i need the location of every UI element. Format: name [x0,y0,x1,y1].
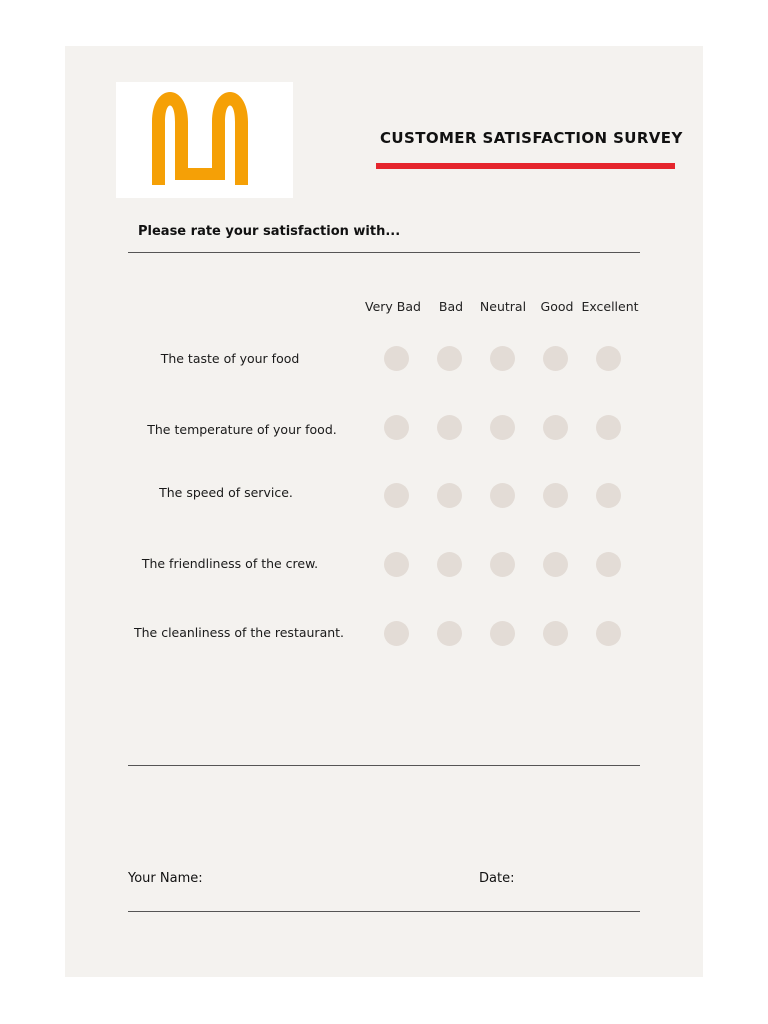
rating-option-q5-good[interactable] [543,621,568,646]
rating-option-q2-good[interactable] [543,415,568,440]
scale-label-good: Good [540,299,574,314]
rating-option-q5-very-bad[interactable] [384,621,409,646]
rating-option-q2-bad[interactable] [437,415,462,440]
rating-option-q2-neutral[interactable] [490,415,515,440]
survey-page [65,46,703,977]
question-label-cleanliness: The cleanliness of the restaurant. [133,625,345,640]
golden-arches-logo [116,82,293,198]
rating-option-q1-excellent[interactable] [596,346,621,371]
rating-option-q3-excellent[interactable] [596,483,621,508]
rating-option-q4-neutral[interactable] [490,552,515,577]
title-underline-bar [376,163,675,169]
logo-box [116,82,293,198]
divider-top [128,252,640,253]
scale-label-excellent: Excellent [581,299,639,314]
divider-middle [128,765,640,766]
rating-option-q4-bad[interactable] [437,552,462,577]
rating-option-q2-very-bad[interactable] [384,415,409,440]
rating-option-q1-bad[interactable] [437,346,462,371]
rating-option-q5-neutral[interactable] [490,621,515,646]
question-label-speed: The speed of service. [159,485,293,500]
rating-option-q4-good[interactable] [543,552,568,577]
question-label-friendliness: The friendliness of the crew. [141,556,319,571]
rating-option-q1-good[interactable] [543,346,568,371]
rating-option-q1-neutral[interactable] [490,346,515,371]
scale-label-very-bad: Very Bad [365,299,421,314]
rating-option-q3-neutral[interactable] [490,483,515,508]
question-label-temperature: The temperature of your food. [147,422,337,437]
name-field-label: Your Name: [128,871,203,886]
signature-line[interactable] [128,911,640,912]
rating-option-q4-very-bad[interactable] [384,552,409,577]
rating-option-q2-excellent[interactable] [596,415,621,440]
rating-option-q3-good[interactable] [543,483,568,508]
rating-option-q3-very-bad[interactable] [384,483,409,508]
rating-option-q4-excellent[interactable] [596,552,621,577]
rating-option-q5-bad[interactable] [437,621,462,646]
scale-label-bad: Bad [438,299,464,314]
rating-option-q1-very-bad[interactable] [384,346,409,371]
rating-option-q3-bad[interactable] [437,483,462,508]
survey-title: CUSTOMER SATISFACTION SURVEY [380,129,683,147]
question-label-taste: The taste of your food [160,351,300,366]
scale-label-neutral: Neutral [479,299,527,314]
date-field-label: Date: [479,871,515,886]
rating-prompt: Please rate your satisfaction with... [138,224,401,239]
rating-option-q5-excellent[interactable] [596,621,621,646]
